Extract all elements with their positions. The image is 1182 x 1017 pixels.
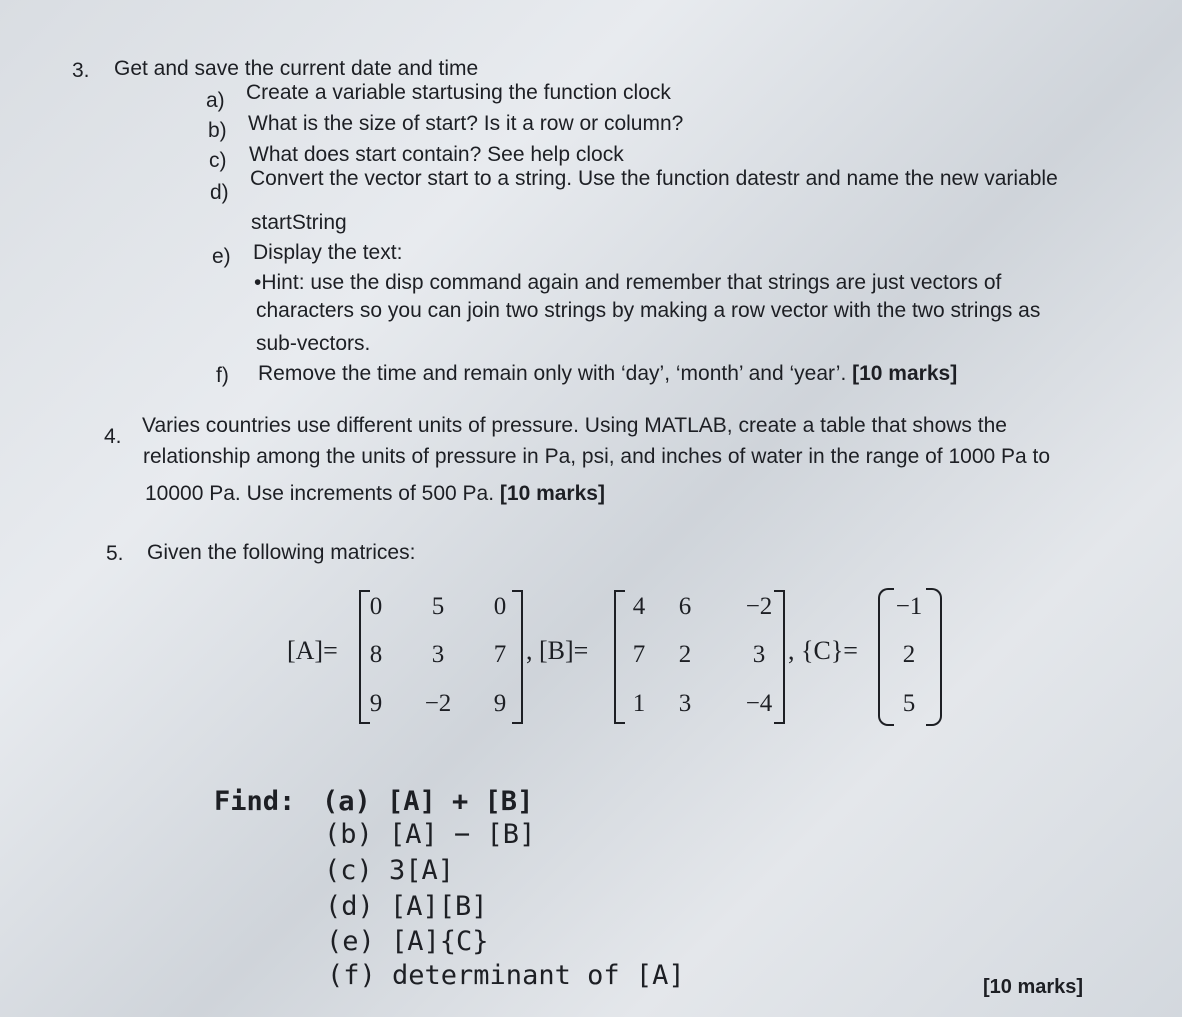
q3a-label: a)	[206, 89, 225, 112]
q3c-text: What does start contain? See help clock	[249, 143, 624, 166]
q3a-text: Create a variable startusing the function clock	[246, 81, 671, 104]
matrix-a-cell: 9	[369, 690, 383, 717]
q3-marks: [10 marks]	[852, 362, 958, 385]
find-item-e: (e) [A]{C}	[326, 926, 489, 957]
matrix-b-cell: 3	[678, 690, 692, 717]
matrix-b-cell: −4	[745, 690, 773, 717]
vector-c-right-brace	[926, 588, 942, 726]
q4-line1: Varies countries use different units of pressure. Using MATLAB, create a table that shows the	[142, 414, 1007, 437]
matrix-b-cell: 1	[632, 690, 646, 717]
matrix-a-cell: 0	[493, 593, 507, 620]
matrix-b-cell: 2	[678, 641, 692, 668]
q3d-label: d)	[210, 181, 229, 204]
matrix-a-cell: 0	[369, 593, 383, 620]
matrix-b-cell: −2	[745, 593, 773, 620]
q3b-text: What is the size of start? Is it a row or column?	[248, 112, 684, 135]
matrix-b-right-bracket	[774, 590, 785, 724]
q4-line3-wrap	[145, 481, 605, 507]
matrix-a-cell: −2	[424, 690, 452, 717]
find-item-a: (a) [A] + [B]	[322, 786, 534, 817]
matrix-a-label: [A]=	[287, 636, 338, 665]
q3f-label: f)	[216, 364, 229, 387]
vector-c-cell: 2	[902, 641, 916, 668]
q3d-text: Convert the vector start to a string. Use the function datestr and name the new variable	[250, 167, 1058, 190]
matrix-b-cell: 3	[752, 641, 766, 668]
vector-c-cell: −1	[895, 593, 923, 620]
q4-line3: 10000 Pa. Use increments of 500 Pa.	[145, 482, 495, 505]
matrix-a-cell: 5	[431, 593, 445, 620]
q3e-text: Display the text:	[253, 241, 403, 264]
q3e-hint-line2: characters so you can join two strings by making a row vector with the two strings as	[256, 299, 1041, 322]
find-item-b: (b) [A] − [B]	[324, 819, 536, 850]
matrix-a-cell: 8	[369, 641, 383, 668]
vector-c-cell: 5	[902, 690, 916, 717]
q4-number: 4.	[104, 425, 122, 448]
vector-c-label: , {C}=	[788, 636, 858, 665]
q3e-hint-line1: •Hint: use the disp command again and remember that strings are just vectors of	[254, 271, 1002, 294]
q4-marks: [10 marks]	[499, 482, 605, 505]
find-item-d: (d) [A][B]	[325, 891, 488, 922]
q3f-text-body: Remove the time and remain only with ‘day’, ‘month’ and ‘year’.	[258, 362, 847, 385]
find-item-c: (c) 3[A]	[324, 855, 455, 886]
q3d-text-cont: startString	[251, 211, 347, 234]
matrix-a-right-bracket	[512, 590, 523, 724]
find-label: Find:	[214, 786, 296, 817]
q3f-text	[258, 361, 957, 387]
find-item-f: (f) determinant of [A]	[327, 960, 685, 991]
matrix-a-cell: 7	[493, 641, 507, 668]
q5-marks: [10 marks]	[983, 976, 1084, 998]
q4-line2: relationship among the units of pressure in Pa, psi, and inches of water in the range of 1000 Pa to	[143, 445, 1051, 468]
q3e-hint-line3: sub-vectors.	[256, 332, 371, 355]
matrix-a-cell: 3	[431, 641, 445, 668]
q3e-label: e)	[212, 245, 231, 268]
q3b-label: b)	[208, 119, 227, 142]
matrix-b-cell: 4	[632, 593, 646, 620]
q3-number: 3.	[72, 59, 90, 82]
q3c-label: c)	[209, 149, 227, 172]
q3-title: Get and save the current date and time	[114, 57, 479, 80]
matrix-a-cell: 9	[493, 690, 507, 717]
matrix-b-cell: 7	[632, 641, 646, 668]
matrix-b-label: , [B]=	[526, 636, 589, 665]
matrix-b-cell: 6	[678, 593, 692, 620]
q5-number: 5.	[106, 542, 124, 565]
q5-title: Given the following matrices:	[147, 541, 416, 564]
